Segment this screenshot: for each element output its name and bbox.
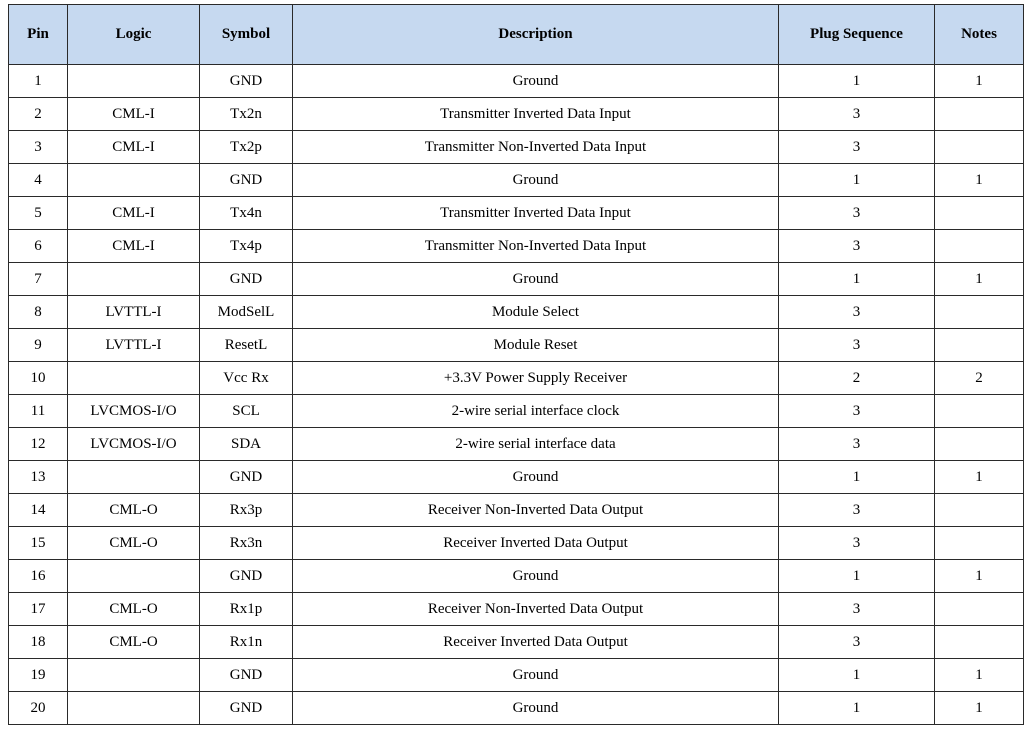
header-pin: Pin <box>9 5 68 65</box>
table-row <box>9 692 1024 725</box>
cell-plug-sequence: 1 <box>779 263 935 296</box>
header-symbol: Symbol <box>200 5 293 65</box>
cell-description: Ground <box>293 263 779 296</box>
cell-description: Transmitter Non-Inverted Data Input <box>293 230 779 263</box>
cell-notes: 1 <box>935 692 1024 725</box>
header-logic: Logic <box>68 5 200 65</box>
cell-description: Transmitter Inverted Data Input <box>293 197 779 230</box>
cell-description: Ground <box>293 65 779 98</box>
cell-symbol: SDA <box>200 428 293 461</box>
cell-pin: 7 <box>9 263 68 296</box>
cell-notes: 1 <box>935 164 1024 197</box>
cell-plug-sequence: 3 <box>779 428 935 461</box>
pin-definition-table <box>8 4 1024 725</box>
cell-plug-sequence: 3 <box>779 230 935 263</box>
cell-plug-sequence: 1 <box>779 164 935 197</box>
cell-symbol: GND <box>200 65 293 98</box>
cell-description: Module Reset <box>293 329 779 362</box>
table-row <box>9 494 1024 527</box>
cell-notes <box>935 395 1024 428</box>
cell-symbol: ResetL <box>200 329 293 362</box>
cell-pin: 11 <box>9 395 68 428</box>
cell-pin: 1 <box>9 65 68 98</box>
cell-plug-sequence: 1 <box>779 692 935 725</box>
cell-pin: 14 <box>9 494 68 527</box>
table-row <box>9 329 1024 362</box>
cell-description: Ground <box>293 164 779 197</box>
cell-plug-sequence: 1 <box>779 560 935 593</box>
cell-notes <box>935 329 1024 362</box>
cell-logic: CML-O <box>68 593 200 626</box>
cell-notes <box>935 593 1024 626</box>
cell-logic: CML-O <box>68 626 200 659</box>
table-row <box>9 626 1024 659</box>
cell-logic: CML-I <box>68 131 200 164</box>
cell-description: Module Select <box>293 296 779 329</box>
pin-table-container <box>8 4 1024 725</box>
cell-notes <box>935 131 1024 164</box>
cell-plug-sequence: 3 <box>779 626 935 659</box>
cell-description: Ground <box>293 560 779 593</box>
cell-logic <box>68 263 200 296</box>
table-row <box>9 164 1024 197</box>
cell-notes <box>935 626 1024 659</box>
cell-pin: 10 <box>9 362 68 395</box>
cell-symbol: GND <box>200 263 293 296</box>
cell-pin: 5 <box>9 197 68 230</box>
cell-logic: CML-I <box>68 197 200 230</box>
cell-description: Transmitter Inverted Data Input <box>293 98 779 131</box>
cell-logic <box>68 659 200 692</box>
cell-notes <box>935 296 1024 329</box>
cell-plug-sequence: 3 <box>779 395 935 428</box>
cell-notes: 1 <box>935 659 1024 692</box>
cell-description: Ground <box>293 692 779 725</box>
cell-logic: CML-O <box>68 527 200 560</box>
cell-pin: 17 <box>9 593 68 626</box>
cell-logic <box>68 65 200 98</box>
cell-pin: 13 <box>9 461 68 494</box>
table-row <box>9 197 1024 230</box>
cell-symbol: GND <box>200 692 293 725</box>
cell-logic: LVCMOS-I/O <box>68 395 200 428</box>
cell-notes <box>935 98 1024 131</box>
cell-logic: CML-I <box>68 230 200 263</box>
table-row <box>9 659 1024 692</box>
table-row <box>9 131 1024 164</box>
cell-description: 2-wire serial interface clock <box>293 395 779 428</box>
cell-plug-sequence: 3 <box>779 197 935 230</box>
cell-description: Receiver Non-Inverted Data Output <box>293 593 779 626</box>
cell-logic <box>68 560 200 593</box>
cell-symbol: Rx1n <box>200 626 293 659</box>
cell-description: Transmitter Non-Inverted Data Input <box>293 131 779 164</box>
cell-pin: 4 <box>9 164 68 197</box>
cell-pin: 3 <box>9 131 68 164</box>
cell-logic <box>68 164 200 197</box>
cell-symbol: ModSelL <box>200 296 293 329</box>
cell-pin: 20 <box>9 692 68 725</box>
cell-symbol: GND <box>200 659 293 692</box>
cell-pin: 15 <box>9 527 68 560</box>
cell-pin: 2 <box>9 98 68 131</box>
cell-symbol: GND <box>200 164 293 197</box>
cell-logic: LVCMOS-I/O <box>68 428 200 461</box>
table-body <box>9 65 1024 725</box>
cell-logic <box>68 362 200 395</box>
cell-notes <box>935 230 1024 263</box>
cell-notes <box>935 494 1024 527</box>
table-row <box>9 263 1024 296</box>
table-row <box>9 527 1024 560</box>
cell-plug-sequence: 3 <box>779 296 935 329</box>
cell-symbol: Tx4n <box>200 197 293 230</box>
cell-notes <box>935 197 1024 230</box>
cell-symbol: Rx1p <box>200 593 293 626</box>
table-row <box>9 428 1024 461</box>
cell-description: Receiver Non-Inverted Data Output <box>293 494 779 527</box>
table-row <box>9 461 1024 494</box>
cell-description: Ground <box>293 659 779 692</box>
cell-logic <box>68 692 200 725</box>
cell-pin: 12 <box>9 428 68 461</box>
cell-notes: 1 <box>935 263 1024 296</box>
cell-symbol: Rx3p <box>200 494 293 527</box>
header-notes: Notes <box>935 5 1024 65</box>
cell-symbol: Tx4p <box>200 230 293 263</box>
cell-logic <box>68 461 200 494</box>
cell-symbol: SCL <box>200 395 293 428</box>
cell-pin: 9 <box>9 329 68 362</box>
cell-notes <box>935 428 1024 461</box>
cell-logic: CML-I <box>68 98 200 131</box>
cell-plug-sequence: 3 <box>779 527 935 560</box>
cell-pin: 18 <box>9 626 68 659</box>
table-row <box>9 395 1024 428</box>
cell-plug-sequence: 3 <box>779 494 935 527</box>
cell-pin: 16 <box>9 560 68 593</box>
table-row <box>9 65 1024 98</box>
cell-plug-sequence: 1 <box>779 659 935 692</box>
cell-logic: CML-O <box>68 494 200 527</box>
cell-symbol: GND <box>200 560 293 593</box>
cell-pin: 8 <box>9 296 68 329</box>
cell-plug-sequence: 3 <box>779 593 935 626</box>
cell-notes <box>935 527 1024 560</box>
cell-description: Receiver Inverted Data Output <box>293 527 779 560</box>
cell-notes: 1 <box>935 65 1024 98</box>
table-row <box>9 560 1024 593</box>
cell-description: Receiver Inverted Data Output <box>293 626 779 659</box>
cell-symbol: Rx3n <box>200 527 293 560</box>
cell-plug-sequence: 3 <box>779 131 935 164</box>
cell-symbol: Tx2p <box>200 131 293 164</box>
cell-plug-sequence: 3 <box>779 98 935 131</box>
cell-symbol: GND <box>200 461 293 494</box>
table-row <box>9 362 1024 395</box>
cell-symbol: Tx2n <box>200 98 293 131</box>
table-row <box>9 230 1024 263</box>
table-header-row <box>9 5 1024 65</box>
cell-plug-sequence: 1 <box>779 65 935 98</box>
cell-pin: 19 <box>9 659 68 692</box>
cell-plug-sequence: 1 <box>779 461 935 494</box>
cell-notes: 2 <box>935 362 1024 395</box>
cell-pin: 6 <box>9 230 68 263</box>
cell-description: Ground <box>293 461 779 494</box>
cell-description: 2-wire serial interface data <box>293 428 779 461</box>
cell-logic: LVTTL-I <box>68 329 200 362</box>
header-description: Description <box>293 5 779 65</box>
header-plug-sequence: Plug Sequence <box>779 5 935 65</box>
table-row <box>9 296 1024 329</box>
cell-symbol: Vcc Rx <box>200 362 293 395</box>
table-row <box>9 98 1024 131</box>
cell-plug-sequence: 2 <box>779 362 935 395</box>
cell-description: +3.3V Power Supply Receiver <box>293 362 779 395</box>
cell-plug-sequence: 3 <box>779 329 935 362</box>
cell-notes: 1 <box>935 461 1024 494</box>
cell-logic: LVTTL-I <box>68 296 200 329</box>
cell-notes: 1 <box>935 560 1024 593</box>
table-row <box>9 593 1024 626</box>
